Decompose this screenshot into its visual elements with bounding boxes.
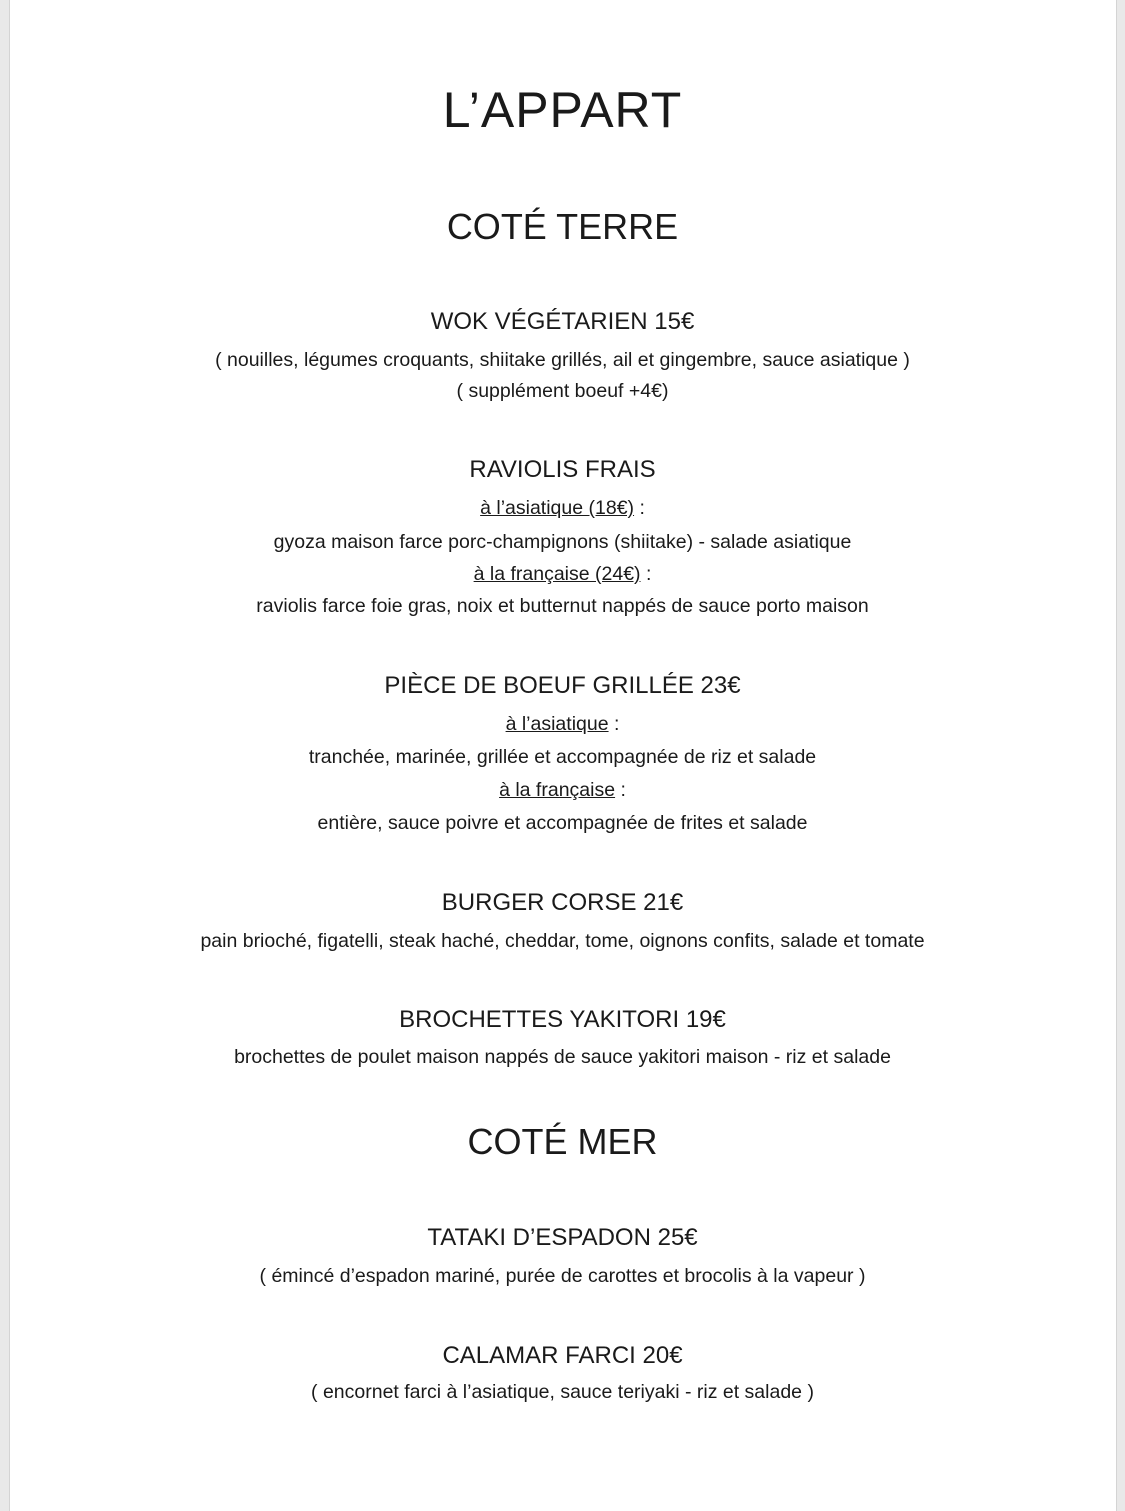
dish-description: raviolis farce foie gras, noix et butternut nappés de sauce porto maison: [256, 595, 869, 617]
option-label: à la française: [499, 779, 616, 801]
dish-option: [0, 775, 1125, 805]
restaurant-title: L’APPART: [442, 82, 683, 138]
dish-description: gyoza maison farce porc-champignons (shiitake) - salade asiatique: [273, 531, 852, 553]
option-suffix: :: [640, 563, 652, 585]
option-label: à l’asiatique (18€): [480, 497, 635, 519]
option-label: à l’asiatique: [505, 713, 609, 735]
option-suffix: :: [634, 497, 645, 519]
dish-name: BROCHETTES YAKITORI 19€: [399, 1006, 726, 1033]
dish-name: TATAKI D’ESPADON 25€: [427, 1224, 698, 1251]
dish-description: entière, sauce poivre et accompagnée de frites et salade: [317, 812, 808, 834]
dish-description: ( encornet farci à l’asiatique, sauce teriyaki - riz et salade ): [311, 1381, 814, 1403]
section-heading-terre: COTÉ TERRE: [446, 206, 679, 247]
dish-description: ( supplément boeuf +4€): [456, 380, 669, 402]
section-heading-mer: COTÉ MER: [467, 1121, 658, 1162]
dish-description: tranchée, marinée, grillée et accompagnée de riz et salade: [308, 746, 817, 768]
option-suffix: :: [608, 713, 620, 735]
dish-name: WOK VÉGÉTARIEN 15€: [430, 308, 695, 335]
dish-name: CALAMAR FARCI 20€: [442, 1342, 683, 1369]
option-label: à la française (24€): [473, 563, 641, 585]
option-suffix: :: [615, 779, 626, 801]
dish-name: RAVIOLIS FRAIS: [469, 456, 656, 483]
dish-option: [0, 709, 1125, 739]
dish-name: PIÈCE DE BOEUF GRILLÉE 23€: [384, 672, 741, 699]
dish-description: pain brioché, figatelli, steak haché, cheddar, tome, oignons confits, salade et tomate: [200, 930, 925, 952]
dish-name: BURGER CORSE 21€: [441, 889, 684, 916]
dish-option: [0, 559, 1125, 589]
dish-description: brochettes de poulet maison nappés de sauce yakitori maison - riz et salade: [234, 1046, 891, 1068]
dish-description: ( émincé d’espadon mariné, purée de carottes et brocolis à la vapeur ): [259, 1265, 866, 1287]
dish-option: [0, 493, 1125, 523]
dish-description: ( nouilles, légumes croquants, shiitake grillés, ail et gingembre, sauce asiatique ): [215, 349, 910, 371]
